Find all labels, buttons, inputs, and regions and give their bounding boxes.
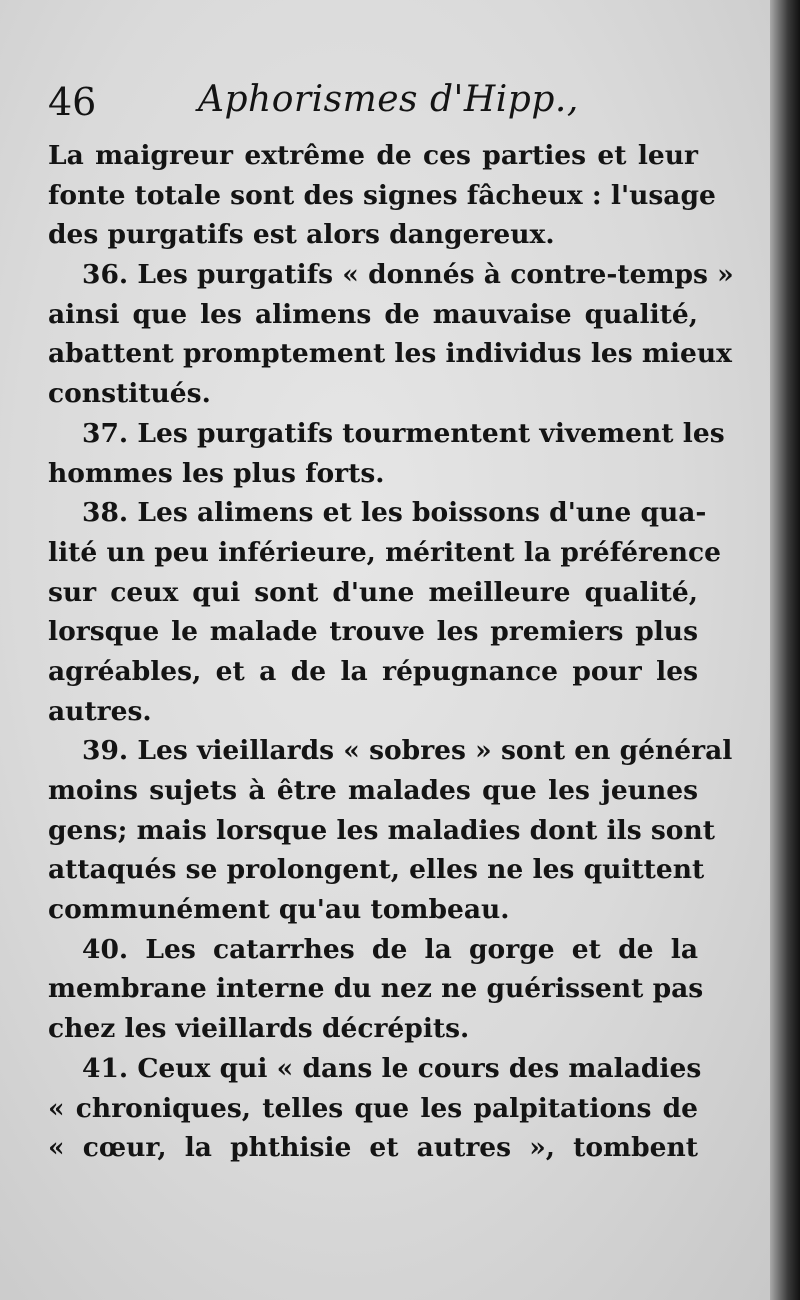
text-line: lorsque le malade trouve les premiers plus — [48, 616, 698, 648]
text-line: « cœur, la phthisie et autres », tombent — [48, 1132, 698, 1164]
text-line: agréables, et a de la répugnance pour les — [48, 655, 698, 687]
text-line: hommes les plus forts. — [48, 457, 385, 489]
body-text — [48, 136, 734, 1168]
aphorism-36-start: 36. Les purgatifs « donnés à contre-temps » — [82, 259, 734, 291]
text-line: ainsi que les alimens de mauvaise qualité, — [48, 298, 698, 330]
text-line: constitués. — [48, 378, 211, 410]
page-edge-shadow — [770, 0, 800, 1300]
aphorism-40-start: 40. Les catarrhes de la gorge et de la — [82, 933, 698, 965]
text-line: lité un peu inférieure, méritent la préférence — [48, 536, 722, 568]
text-line: attaqués se prolongent, elles ne les quittent — [48, 854, 705, 886]
aphorism-37-start: 37. Les purgatifs tourmentent vivement les — [82, 417, 725, 449]
running-title: Aphorismes d'Hipp., — [198, 79, 579, 120]
text-line: chez les vieillards décrépits. — [48, 1013, 470, 1045]
text-line: La maigreur extrême de ces parties et leur — [48, 140, 698, 171]
text-line: des purgatifs est alors dangereux. — [48, 219, 555, 251]
running-head — [48, 70, 708, 130]
text-line: gens; mais lorsque les maladies dont ils sont — [48, 814, 715, 846]
text-line: sur ceux qui sont d'une meilleure qualité, — [48, 576, 698, 608]
text-line: autres. — [48, 695, 152, 727]
text-line: abattent promptement les individus les mieux — [48, 338, 732, 370]
text-line: fonte totale sont des signes fâcheux : l'usage — [48, 179, 716, 211]
aphorism-39-start: 39. Les vieillards « sobres » sont en général — [82, 735, 733, 767]
aphorism-41-start: 41. Ceux qui « dans le cours des maladies — [82, 1052, 702, 1084]
aphorism-38-start: 38. Les alimens et les boissons d'une qua- — [82, 497, 707, 529]
text-line: moins sujets à être malades que les jeunes — [48, 775, 698, 806]
text-line: membrane interne du nez ne guérissent pas — [48, 973, 704, 1005]
page-number: 46 — [48, 80, 97, 124]
text-line: communément qu'au tombeau. — [48, 894, 510, 926]
text-line: « chroniques, telles que les palpitations de — [48, 1092, 698, 1124]
